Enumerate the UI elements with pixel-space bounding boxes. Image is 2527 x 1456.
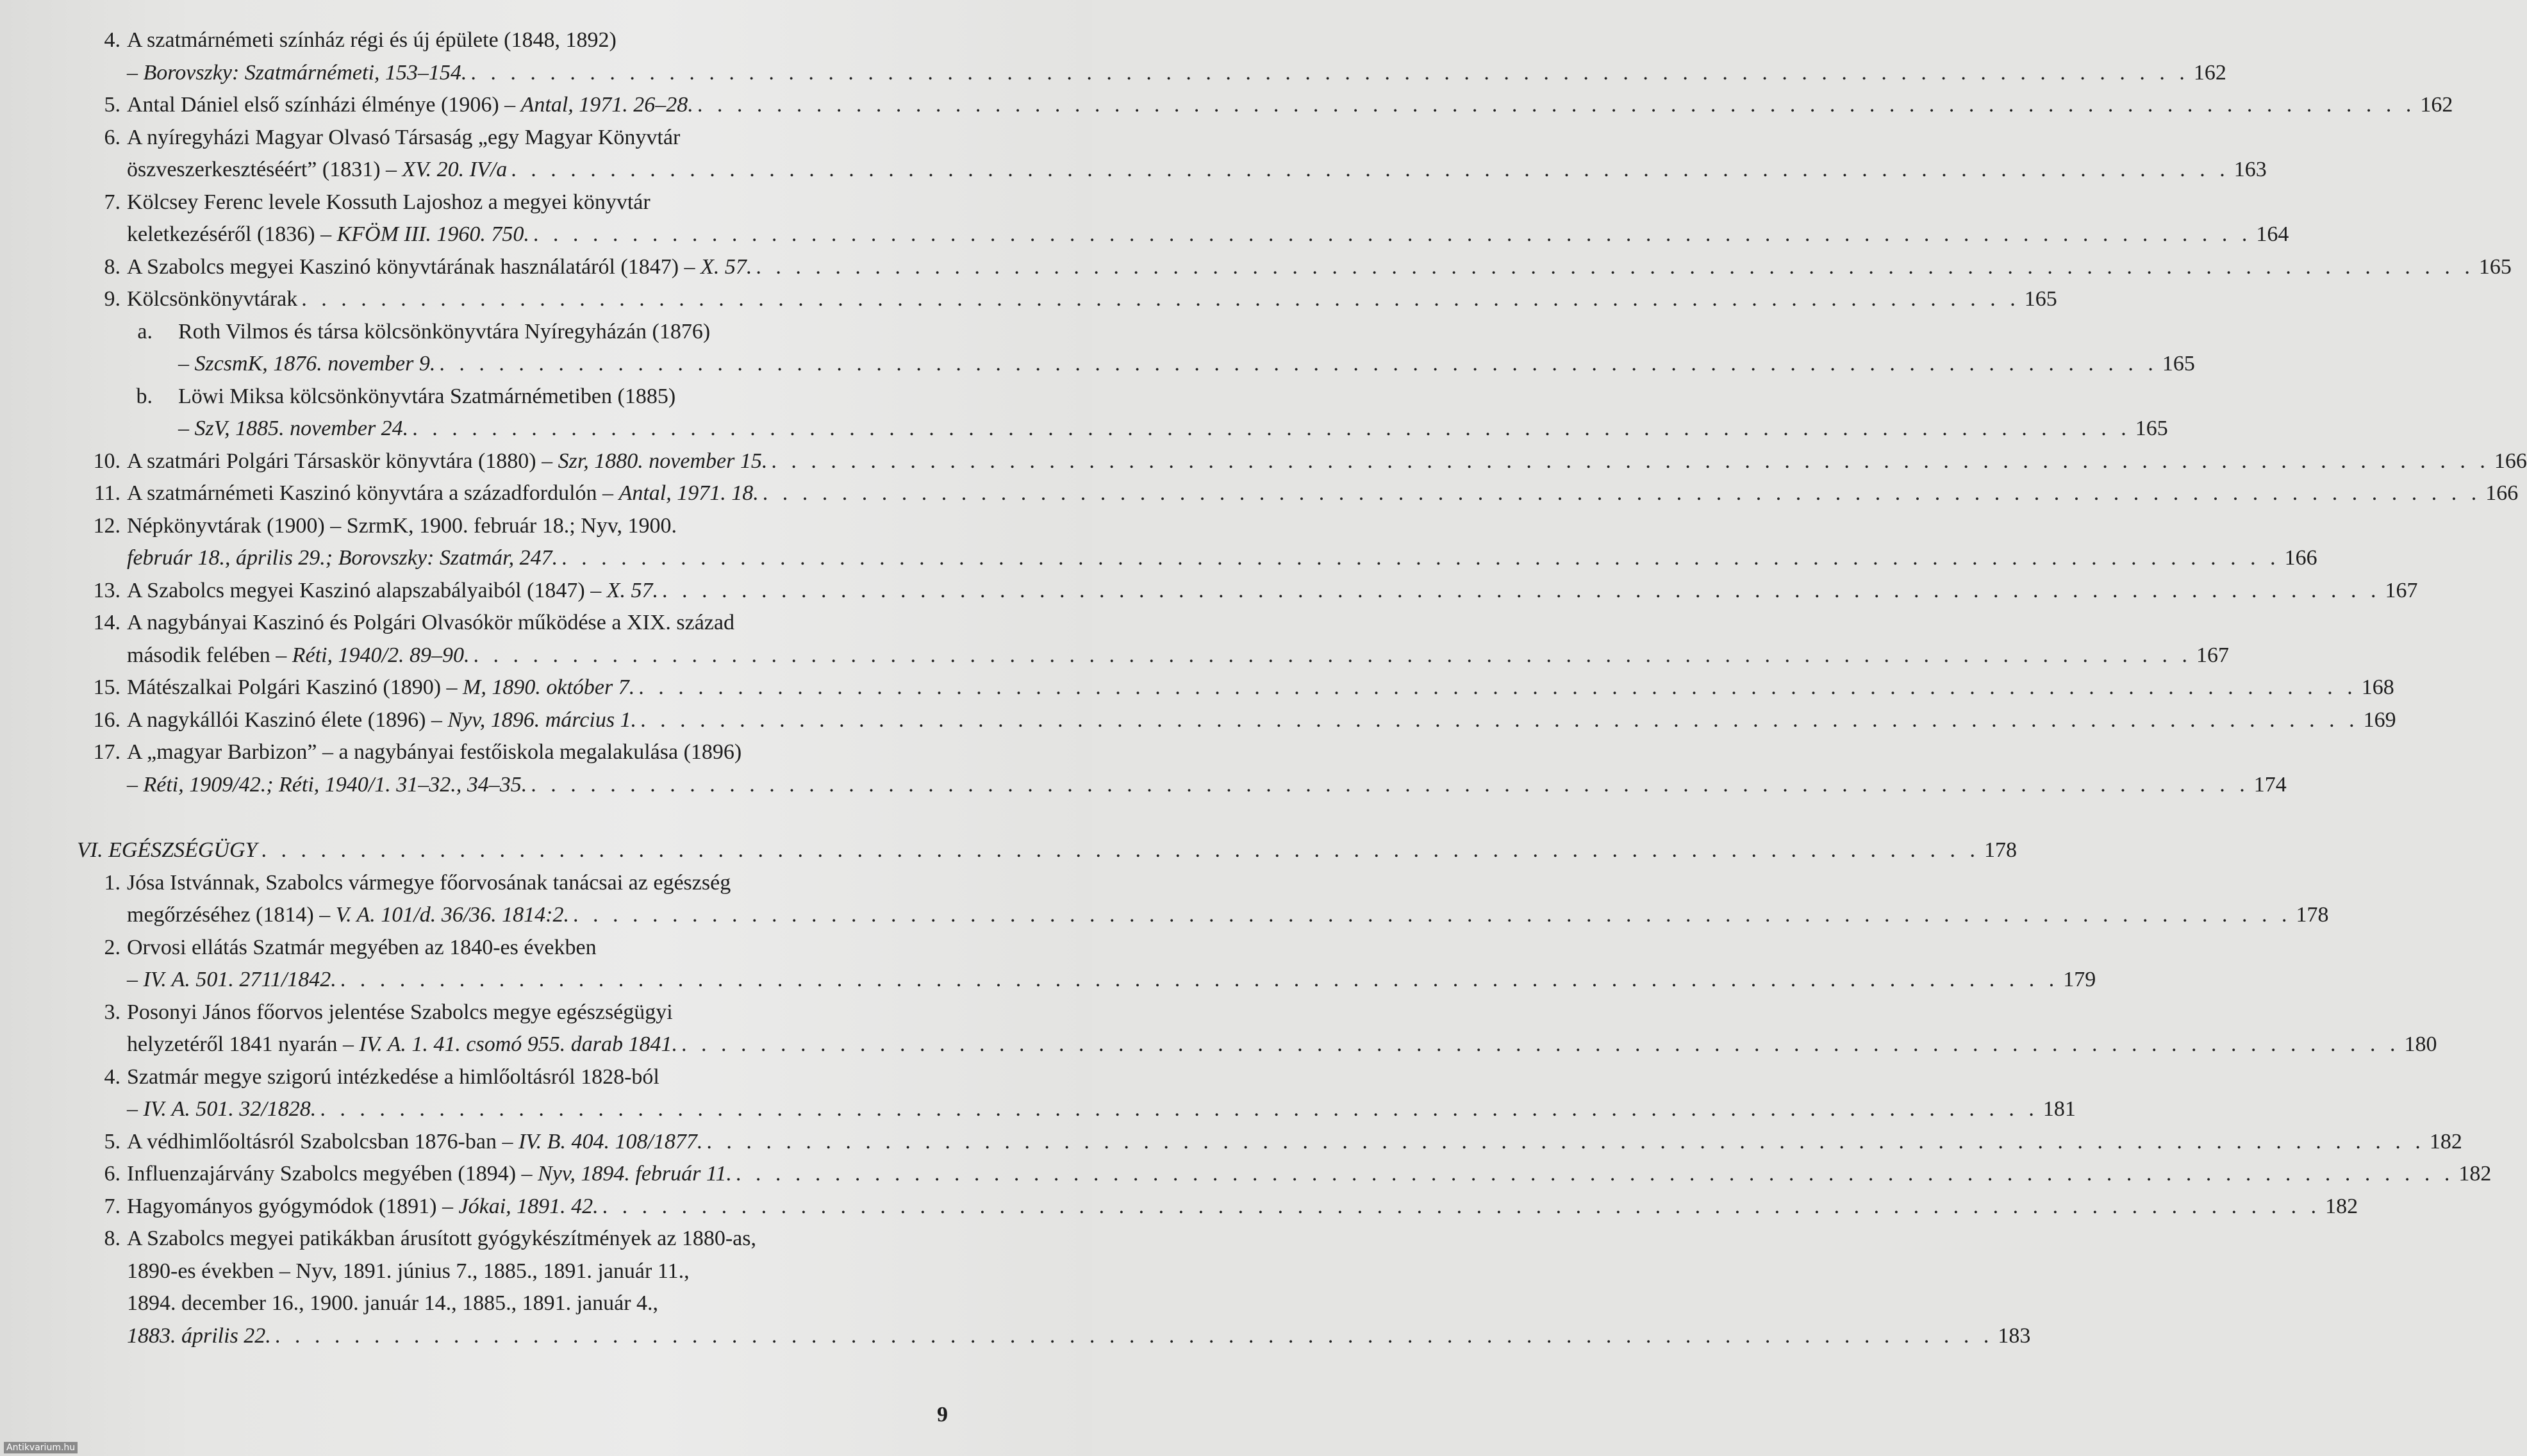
- entry-last-line: [127, 219, 2289, 251]
- entry-text: [127, 445, 767, 478]
- toc-entry: [77, 24, 2226, 89]
- entry-number: 5.: [104, 1129, 120, 1154]
- leader-dots: . . . . . . . . . . . . . . . . . . . . . . . . . . . . . . . . . . . . . . . . . . . . . . . . . . . . . . . . . . . . . . . . . . . . . . . . . . . . . . . . . . . . . . .: [638, 675, 2357, 699]
- entry-last-line: [127, 57, 2226, 90]
- entry-text: [127, 154, 507, 186]
- entry-text: [178, 413, 408, 445]
- entry-line: A nagybányai Kaszinó és Polgári Olvasókör működése a XIX. század: [127, 611, 734, 634]
- entry-page: 164: [2256, 222, 2289, 246]
- entry-text: [127, 1320, 271, 1353]
- entry-page: 168: [2361, 675, 2394, 699]
- entry-number: 15.: [93, 675, 120, 699]
- entry-title-text: A szatmári Polgári Társaskör könyvtára (1880) –: [127, 449, 558, 473]
- leader-dots: . . . . . . . . . . . . . . . . . . . . . . . . . . . . . . . . . . . . . . . . . . . . . . . . . . . . . . . . . . . . . . . . . . . . . . . . . . . . . . . . . . . . . . .: [274, 1323, 1994, 1348]
- toc-entry: [77, 89, 2453, 122]
- leader-dots: . . . . . . . . . . . . . . . . . . . . . . . . . . . . . . . . . . . . . . . . . . . . . . . . . . . . . . . . . . . . . . . . . . . . . . . . . . . . . . . . . . . . . . .: [762, 481, 2481, 505]
- toc-entry: [77, 575, 2418, 608]
- entry-title-text: keletkezéséről (1836) –: [127, 222, 337, 246]
- entry-text: [127, 575, 658, 608]
- entry-line: Roth Vilmos és társa kölcsönkönyvtára Nyíregyházán (1876): [178, 319, 711, 343]
- entry-line: Posonyi János főorvos jelentése Szabolcs megye egészségügyi: [127, 1000, 673, 1024]
- entry-source-citation: Antal, 1971. 26–28.: [520, 93, 693, 117]
- leader-dots: . . . . . . . . . . . . . . . . . . . . . . . . . . . . . . . . . . . . . . . . . . . . . . . . . . . . . . . . . . . . . . . . . . . . . . . . . . . . . . . . . . . . . . .: [602, 1194, 2321, 1218]
- entry-last-line: [127, 89, 2453, 122]
- entry-last-line: [127, 283, 2057, 316]
- toc-entry: [77, 736, 2287, 801]
- entry-line: A nyíregyházi Magyar Olvasó Társaság „egy Magyar Könyvtár: [127, 125, 681, 149]
- toc-entry: [77, 1191, 2358, 1223]
- entry-page: 162: [2193, 60, 2226, 85]
- leader-dots: . . . . . . . . . . . . . . . . . . . . . . . . . . . . . . . . . . . . . . . . . . . . . . . . . . . . . . . . . . . . . . . . . . . . . . . . . . . . . . . . . . . . . . .: [561, 546, 2280, 570]
- entry-source-citation: KFÖM III. 1960. 750.: [336, 222, 529, 246]
- entry-page: 166: [2485, 481, 2519, 505]
- entry-text: [127, 964, 336, 997]
- section-heading-row: [77, 834, 2017, 867]
- entry-body: [120, 251, 2512, 284]
- toc-entry: [77, 867, 2329, 932]
- entry-source-citation: Antal, 1971. 18.: [618, 481, 759, 505]
- entry-text: [127, 1126, 702, 1159]
- entry-body: [120, 445, 2527, 478]
- entry-last-line: [127, 251, 2512, 284]
- entry-text: [127, 542, 558, 575]
- entry-text: [127, 769, 527, 802]
- entry-line: A Szabolcs megyei patikákban árusított gyógykészítmények az 1880-as,: [127, 1227, 756, 1250]
- entry-page: 166: [2284, 546, 2317, 570]
- toc-entry: [77, 122, 2267, 186]
- entry-body: [120, 575, 2418, 608]
- entry-title-text: Kölcsönkönyvtárak: [127, 287, 298, 311]
- entry-body: [120, 704, 2396, 737]
- entry-last-line: [127, 1320, 2031, 1353]
- entry-body: [120, 1223, 2031, 1352]
- entry-last-line: [127, 575, 2418, 608]
- entry-page: 182: [2325, 1194, 2358, 1218]
- entry-text: [127, 672, 634, 704]
- entry-page: 180: [2404, 1032, 2437, 1056]
- toc-entry: [77, 1061, 2076, 1126]
- toc-entry: [77, 1126, 2462, 1159]
- entry-last-line: [127, 1029, 2437, 1061]
- entry-last-line: [127, 1191, 2358, 1223]
- entry-body: [153, 316, 2195, 381]
- entry-last-line: [127, 964, 2096, 997]
- entry-last-line: [127, 477, 2519, 510]
- leader-dots: . . . . . . . . . . . . . . . . . . . . . . . . . . . . . . . . . . . . . . . . . . . . . . . . . . . . . . . . . . . . . . . . . . . . . . . . . . . . . . . . . . . . . . .: [473, 643, 2192, 667]
- entry-text: [127, 251, 752, 284]
- entry-text: [127, 89, 693, 122]
- entry-text: [127, 219, 529, 251]
- entry-last-line: [127, 704, 2396, 737]
- entry-source-citation: Nyv, 1894. február 11.: [538, 1162, 732, 1186]
- toc-entry: [77, 510, 2317, 575]
- toc-group-v-continued: [77, 445, 2527, 802]
- toc-entry: [77, 251, 2512, 284]
- entry-source-citation: – IV. A. 501. 32/1828.: [127, 1097, 317, 1121]
- toc-entry: [77, 186, 2289, 251]
- entry-line: 1894. december 16., 1900. január 14., 1885., 1891. január 4.,: [127, 1291, 659, 1315]
- entry-body: [120, 607, 2229, 672]
- entry-source-citation: – SzV, 1885. november 24.: [178, 417, 409, 440]
- watermark: Antikvarium.hu: [4, 1442, 78, 1453]
- entry-page: 166: [2494, 449, 2527, 473]
- entry-line: A szatmárnémeti színház régi és új épülete (1848, 1892): [127, 28, 617, 52]
- entry-number: 11.: [94, 481, 120, 505]
- leader-dots: . . . . . . . . . . . . . . . . . . . . . . . . . . . . . . . . . . . . . . . . . . . . . . . . . . . . . . . . . . . . . . . . . . . . . . . . . . . . . . . . . . . . . . .: [572, 903, 2292, 927]
- entry-title-text: Influenzajárvány Szabolcs megyében (1894) –: [127, 1162, 538, 1186]
- entry-line: Orvosi ellátás Szatmár megyében az 1840-es években: [127, 935, 597, 959]
- toc-section-vi: [77, 834, 2017, 867]
- entry-title-text: Hagyományos gyógymódok (1891) –: [127, 1194, 459, 1218]
- leader-dots: . . . . . . . . . . . . . . . . . . . . . . . . . . . . . . . . . . . . . . . . . . . . . . . . . . . . . . . . . . . . . . . . . . . . . . . . . . . . . . . . . . . . . . .: [533, 222, 2252, 246]
- entry-title-text: öszveszerkesztéséért” (1831) –: [127, 158, 402, 181]
- toc-entry: [77, 316, 2195, 381]
- entry-source-citation: Szr, 1880. november 15.: [558, 449, 768, 473]
- entry-source-citation: IV. B. 404. 108/1877.: [518, 1129, 703, 1154]
- entry-text: [127, 1093, 316, 1126]
- leader-dots: . . . . . . . . . . . . . . . . . . . . . . . . . . . . . . . . . . . . . . . . . . . . . . . . . . . . . . . . . . . . . . . . . . . . . . . . . . . . . . . . . . . . . . .: [640, 707, 2359, 732]
- entry-number: 4.: [104, 1064, 120, 1089]
- toc-entry: [77, 445, 2527, 478]
- entry-source-citation: Nyv, 1896. március 1.: [447, 707, 637, 732]
- entry-body: [120, 736, 2287, 801]
- entry-text: [127, 704, 636, 737]
- entry-page: 183: [1998, 1323, 2031, 1348]
- entry-number: 17.: [93, 740, 120, 764]
- entry-body: [120, 932, 2096, 997]
- entry-title-text: második felében –: [127, 643, 292, 667]
- toc-entry: [77, 997, 2437, 1061]
- entry-line: Jósa Istvánnak, Szabolcs vármegye főorvosának tanácsai az egészség: [127, 870, 731, 895]
- toc-entry: [77, 381, 2168, 445]
- leader-dots: . . . . . . . . . . . . . . . . . . . . . . . . . . . . . . . . . . . . . . . . . . . . . . . . . . . . . . . . . . . . . . . . . . . . . . . . . . . . . . . . . . . . . . .: [470, 60, 2189, 85]
- entry-source-citation: 1883. április 22.: [127, 1323, 271, 1348]
- entry-text: [127, 477, 759, 510]
- entry-page: 179: [2063, 968, 2096, 991]
- entry-page: 165: [2478, 254, 2512, 279]
- entry-line: Szatmár megye szigorú intézkedése a himlőoltásról 1828-ból: [127, 1064, 659, 1089]
- entry-title-text: Mátészalkai Polgári Kaszinó (1890) –: [127, 675, 463, 699]
- entry-last-line: [127, 769, 2287, 802]
- entry-source-citation: IV. A. 1. 41. csomó 955. darab 1841.: [359, 1032, 678, 1056]
- entry-number: 7.: [104, 190, 120, 214]
- entry-page: 182: [2429, 1129, 2462, 1154]
- leader-dots: . . . . . . . . . . . . . . . . . . . . . . . . . . . . . . . . . . . . . . . . . . . . . . . . . . . . . . . . . . . . . . . . . . . . . . . . . . . . . . . . . . . . . . .: [697, 93, 2416, 117]
- entry-text: [127, 283, 297, 316]
- entry-title-text: A nagykállói Kaszinó élete (1896) –: [127, 707, 448, 732]
- entry-page: 182: [2458, 1162, 2492, 1186]
- entry-title-text: A Szabolcs megyei Kaszinó könyvtárának használatáról (1847) –: [127, 254, 701, 279]
- entry-source-citation: M, 1890. október 7.: [463, 675, 635, 699]
- entry-last-line: [127, 445, 2527, 478]
- entry-body: [153, 381, 2168, 445]
- entry-last-line: [127, 1093, 2076, 1126]
- entry-line: A „magyar Barbizon” – a nagybányai festőiskola megalakulása (1896): [127, 740, 742, 764]
- entry-last-line: [127, 1158, 2492, 1191]
- entry-title-text: Antal Dániel első színházi élménye (1906) –: [127, 93, 521, 117]
- entry-title-text: A védhimlőoltásról Szabolcsban 1876-ban –: [127, 1129, 518, 1154]
- entry-body: [120, 1191, 2358, 1223]
- entry-last-line: [127, 899, 2329, 932]
- entry-source-citation: Jókai, 1891. 42.: [458, 1194, 599, 1218]
- leader-dots: . . . . . . . . . . . . . . . . . . . . . . . . . . . . . . . . . . . . . . . . . . . . . . . . . . . . . . . . . . . . . . . . . . . . . . . . . . . . . . . . . . . . . . .: [412, 417, 2131, 440]
- entry-title-text: A Szabolcs megyei Kaszinó alapszabályaiból (1847) –: [127, 578, 607, 602]
- leader-dots: . . . . . . . . . . . . . . . . . . . . . . . . . . . . . . . . . . . . . . . . . . . . . . . . . . . . . . . . . . . . . . . . . . . . . . . . . . . . . . . . . . . . . . .: [735, 1162, 2455, 1186]
- entry-title-text: A szatmárnémeti Kaszinó könyvtára a századfordulón –: [127, 481, 619, 505]
- entry-page: 167: [2385, 578, 2418, 602]
- section-page: 178: [1984, 838, 2017, 862]
- leader-dots: . . . . . . . . . . . . . . . . . . . . . . . . . . . . . . . . . . . . . . . . . . . . . . . . . . . . . . . . . . . . . . . . . . . . . . . . . . . . . . . . . . . . . . .: [301, 287, 2020, 311]
- entry-page: 178: [2296, 903, 2329, 927]
- toc-group-vi: [77, 867, 2492, 1353]
- toc-entry: [77, 607, 2229, 672]
- entry-number: a.: [137, 319, 153, 343]
- entry-source-citation: – SzcsmK, 1876. november 9.: [178, 352, 436, 376]
- entry-number: 4.: [104, 28, 120, 52]
- toc-entry: [77, 283, 2057, 316]
- entry-line: Népkönyvtárak (1900) – SzrmK, 1900. február 18.; Nyv, 1900.: [127, 513, 677, 538]
- entry-source-citation: V. A. 101/d. 36/36. 1814:2.: [335, 903, 569, 927]
- entry-last-line: [127, 672, 2394, 704]
- entry-source-citation: – Réti, 1909/42.; Réti, 1940/1. 31–32., 34–35.: [127, 772, 527, 797]
- entry-body: [120, 24, 2226, 89]
- entry-number: 10.: [93, 449, 120, 473]
- entry-text: [127, 1029, 677, 1061]
- entry-body: [120, 89, 2453, 122]
- entry-page: 163: [2233, 158, 2267, 181]
- toc-group-subentries: [77, 316, 2195, 445]
- table-of-contents: [77, 24, 2527, 1352]
- entry-source-citation: Réti, 1940/2. 89–90.: [292, 643, 470, 667]
- toc-entry: [77, 704, 2396, 737]
- entry-page: 181: [2042, 1097, 2076, 1121]
- entry-number: 6.: [104, 1162, 120, 1186]
- entry-number: 6.: [104, 125, 120, 149]
- entry-last-line: [127, 640, 2229, 672]
- entry-number: 2.: [104, 935, 120, 959]
- entry-page: 174: [2253, 772, 2287, 797]
- entry-body: [120, 477, 2519, 510]
- leader-dots: . . . . . . . . . . . . . . . . . . . . . . . . . . . . . . . . . . . . . . . . . . . . . . . . . . . . . . . . . . . . . . . . . . . . . . . . . . . . . . . . . . . . . . .: [511, 158, 2230, 181]
- toc-entry: [77, 932, 2096, 997]
- toc-group-v: [77, 24, 2512, 316]
- entry-line: 1890-es években – Nyv, 1891. június 7., 1885., 1891. január 11.,: [127, 1259, 690, 1283]
- entry-source-citation: – IV. A. 501. 2711/1842.: [127, 968, 336, 991]
- leader-dots: . . . . . . . . . . . . . . . . . . . . . . . . . . . . . . . . . . . . . . . . . . . . . . . . . . . . . . . . . . . . . . . . . . . . . . . . . . . . . . . . . . . . . . .: [261, 838, 1980, 862]
- entry-number: b.: [136, 384, 153, 408]
- entry-text: [127, 1191, 599, 1223]
- entry-number: 5.: [104, 93, 120, 117]
- entry-body: [120, 997, 2437, 1061]
- entry-title-text: helyzetéről 1841 nyarán –: [127, 1032, 360, 1056]
- entry-page: 165: [2135, 417, 2168, 440]
- entry-last-line: [178, 413, 2168, 445]
- entry-source-citation: XV. 20. IV/a: [402, 158, 508, 181]
- entry-source-citation: X. 57.: [606, 578, 659, 602]
- entry-body: [120, 1126, 2462, 1159]
- leader-dots: . . . . . . . . . . . . . . . . . . . . . . . . . . . . . . . . . . . . . . . . . . . . . . . . . . . . . . . . . . . . . . . . . . . . . . . . . . . . . . . . . . . . . . .: [662, 578, 2381, 602]
- toc-entry: [77, 1223, 2031, 1352]
- leader-dots: . . . . . . . . . . . . . . . . . . . . . . . . . . . . . . . . . . . . . . . . . . . . . . . . . . . . . . . . . . . . . . . . . . . . . . . . . . . . . . . . . . . . . . .: [756, 254, 2474, 279]
- leader-dots: . . . . . . . . . . . . . . . . . . . . . . . . . . . . . . . . . . . . . . . . . . . . . . . . . . . . . . . . . . . . . . . . . . . . . . . . . . . . . . . . . . . . . . .: [320, 1097, 2039, 1121]
- entry-text: [127, 1158, 732, 1191]
- entry-body: [120, 510, 2317, 575]
- entry-source-citation: X. 57.: [700, 254, 752, 279]
- entry-number: 16.: [93, 707, 120, 732]
- entry-number: 14.: [93, 611, 120, 634]
- entry-line: Löwi Miksa kölcsönkönyvtára Szatmárnémetiben (1885): [178, 384, 676, 408]
- entry-number: 7.: [104, 1194, 120, 1218]
- entry-page: 169: [2363, 707, 2396, 732]
- entry-body: [120, 186, 2289, 251]
- entry-body: [120, 1061, 2076, 1126]
- entry-text: [178, 348, 435, 381]
- entry-page: 167: [2196, 643, 2229, 667]
- leader-dots: . . . . . . . . . . . . . . . . . . . . . . . . . . . . . . . . . . . . . . . . . . . . . . . . . . . . . . . . . . . . . . . . . . . . . . . . . . . . . . . . . . . . . . .: [681, 1032, 2400, 1056]
- entry-last-line: [127, 154, 2267, 186]
- entry-page: 165: [2162, 352, 2195, 376]
- entry-number: 9.: [104, 287, 120, 311]
- entry-text: [127, 640, 469, 672]
- toc-entry: [77, 477, 2519, 510]
- entry-number: 12.: [93, 513, 120, 538]
- leader-dots: . . . . . . . . . . . . . . . . . . . . . . . . . . . . . . . . . . . . . . . . . . . . . . . . . . . . . . . . . . . . . . . . . . . . . . . . . . . . . . . . . . . . . . .: [340, 968, 2059, 991]
- entry-number: 8.: [104, 1227, 120, 1250]
- entry-title-text: megőrzéséhez (1814) –: [127, 903, 336, 927]
- entry-source-citation: február 18., április 29.; Borovszky: Szatmár, 247.: [127, 546, 558, 570]
- entry-body: [120, 1158, 2492, 1191]
- leader-dots: . . . . . . . . . . . . . . . . . . . . . . . . . . . . . . . . . . . . . . . . . . . . . . . . . . . . . . . . . . . . . . . . . . . . . . . . . . . . . . . . . . . . . . .: [531, 772, 2249, 797]
- entry-number: 8.: [104, 254, 120, 279]
- entry-source-citation: – Borovszky: Szatmárnémeti, 153–154.: [127, 60, 467, 85]
- entry-last-line: [127, 542, 2317, 575]
- entry-text: [127, 57, 467, 90]
- leader-dots: . . . . . . . . . . . . . . . . . . . . . . . . . . . . . . . . . . . . . . . . . . . . . . . . . . . . . . . . . . . . . . . . . . . . . . . . . . . . . . . . . . . . . . .: [439, 352, 2158, 376]
- toc-entry: [77, 672, 2394, 704]
- entry-body: [120, 283, 2057, 316]
- entry-text: [127, 899, 569, 932]
- entry-page: 162: [2420, 93, 2453, 117]
- toc-entry: [77, 1158, 2492, 1191]
- entry-body: [120, 867, 2329, 932]
- entry-number: 13.: [93, 578, 120, 602]
- entry-last-line: [127, 1126, 2462, 1159]
- leader-dots: . . . . . . . . . . . . . . . . . . . . . . . . . . . . . . . . . . . . . . . . . . . . . . . . . . . . . . . . . . . . . . . . . . . . . . . . . . . . . . . . . . . . . . .: [706, 1129, 2425, 1154]
- entry-line: Kölcsey Ferenc levele Kossuth Lajoshoz a megyei könyvtár: [127, 190, 650, 214]
- page-number: 9: [937, 1403, 948, 1427]
- entry-number: 1.: [104, 870, 120, 895]
- entry-last-line: [178, 348, 2195, 381]
- entry-page: 165: [2024, 287, 2057, 311]
- entry-body: [120, 672, 2394, 704]
- entry-body: [120, 122, 2267, 186]
- section-title: VI. EGÉSZSÉGÜGY: [77, 838, 258, 862]
- leader-dots: . . . . . . . . . . . . . . . . . . . . . . . . . . . . . . . . . . . . . . . . . . . . . . . . . . . . . . . . . . . . . . . . . . . . . . . . . . . . . . . . . . . . . . .: [771, 449, 2490, 473]
- entry-number: 3.: [104, 1000, 120, 1024]
